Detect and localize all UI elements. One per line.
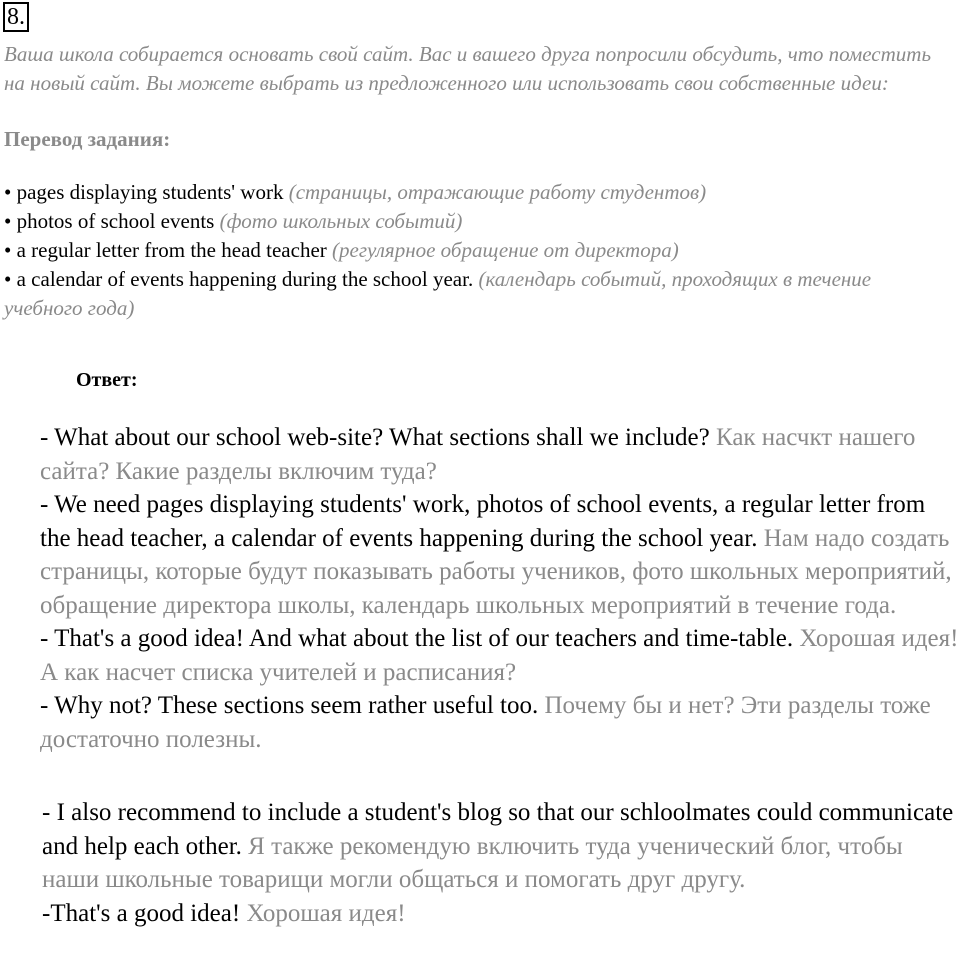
dialog-en: - What about our school web-site? What sections shall we include?: [40, 424, 710, 451]
dialog-line: [42, 796, 957, 897]
dialog-line: [40, 421, 960, 488]
dialog-line: [40, 622, 960, 689]
option-item: [4, 207, 954, 236]
option-ru: (календарь событий, проходящих в течение учебного года): [4, 267, 872, 320]
option-en: • photos of school events: [4, 209, 215, 233]
dialog-ru: Почему бы и нет? Эти разделы тоже достаточно полезны.: [40, 692, 931, 753]
task-number: 8.: [3, 2, 29, 32]
dialog: [40, 421, 960, 756]
dialog-en: - Why not? These sections seem rather useful too.: [40, 692, 539, 719]
option-ru: (страницы, отражающие работу студентов): [288, 180, 707, 204]
translation-label: Перевод задания:: [4, 127, 171, 151]
option-ru: (регулярное обращение от директора): [332, 238, 679, 262]
option-item: [4, 265, 954, 323]
option-ru: (фото школьных событий): [219, 209, 463, 233]
option-en: • a calendar of events happening during the school year.: [4, 267, 474, 291]
dialog-en: - We need pages displaying students' work, photos of school events, a regular letter from the head teacher, a calendar of events happening during the school year.: [40, 491, 926, 552]
dialog-ru: Как насчкт нашего сайта? Какие разделы включим туда?: [40, 424, 916, 485]
dialog-line: [40, 689, 960, 756]
dialog-ru: Нам надо создать страницы, которые будут показывать работы учеников, фото школьных мероприятий, обращение директора школы, календарь школьных мероприятий в течение года.: [40, 524, 952, 619]
dialog-line: [42, 897, 957, 931]
dialog-en: - That's a good idea! And what about the list of our teachers and time-table.: [40, 625, 794, 652]
task-paragraph: Ваша школа собирается основать свой сайт. Вас и вашего друга попросили обсудить, что поместить на новый сайт. Вы можете выбрать из предложенного или использовать свои собственные идеи:: [4, 42, 932, 95]
options-list: [4, 178, 954, 323]
dialog-en: - I also recommend to include a student's blog so that our schloolmates could communicate and help each other.: [42, 799, 954, 860]
task-text: [4, 40, 954, 98]
dialog-en: -That's a good idea!: [42, 899, 241, 927]
dialog-ru: Хорошая идея! А как насчет списка учителей и расписания?: [40, 625, 959, 686]
option-item: [4, 178, 954, 207]
dialog-ru: Я также рекомендую включить туда ученический блог, чтобы наши школьные товарищи могли общаться и помогать друг другу.: [42, 832, 903, 893]
option-en: • pages displaying students' work: [4, 180, 284, 204]
answer-label: Ответ:: [76, 369, 138, 391]
option-en: • a regular letter from the head teacher: [4, 238, 327, 262]
option-item: [4, 236, 954, 265]
dialog-continued: [42, 796, 957, 930]
dialog-ru: Хорошая идея!: [246, 899, 406, 927]
dialog-line: [40, 488, 960, 622]
